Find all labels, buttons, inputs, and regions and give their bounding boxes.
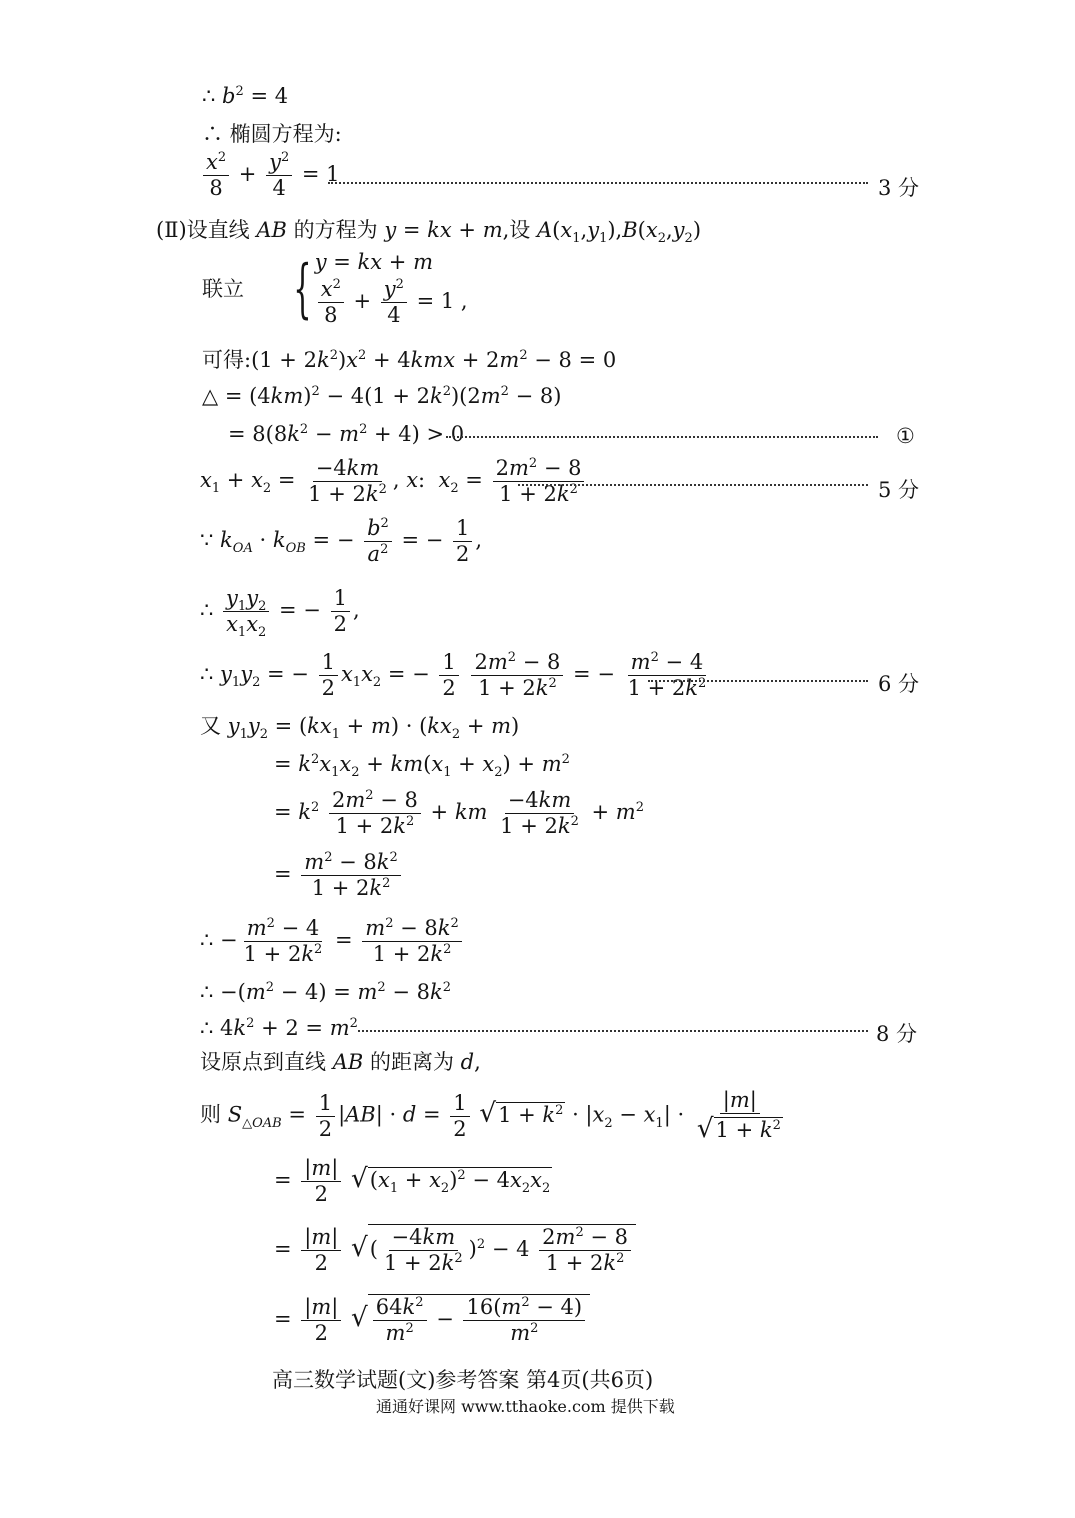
line-distance: 设原点到直线 AB 的距离为 d, — [200, 1050, 481, 1074]
line-ellipse-equation: $\frac{x^2}{8}$ + $\frac{y^2}{4}$ = 1 — [200, 152, 340, 199]
line-b-squared: ∴ $b^2 = 4$ — [202, 84, 289, 108]
score-3: 3 分 — [878, 176, 920, 200]
line-expand-1: 又 $y_1y_2 = (kx_1 + m) \cdot (kx_2 + m)$ — [200, 714, 520, 743]
leader-dots — [518, 484, 868, 486]
line-discriminant: △ = $(4km)^2 - 4(1 + 2k^2)(2m^2 - 8)$ — [202, 384, 562, 408]
line-area-1: 则 $S_{\triangle OAB}$ = $\frac{1}{2}$ |AB| · d = $\frac{1}{2}$ $√1 + k^2 \cdot |x_2 - x_1|$ · $\frac{|m|}{√1 + k^2}$ — [200, 1088, 781, 1144]
line-y1y2: ∴ $y_1y_2$ = − $\frac{1}{2}$ $x_1x_2$ = − $\frac{1}{2}$ $\frac{2m^2 - 8}{1 + 2k^2}$ = − $\frac{m^2 - 4}{1 + 2k^2}$ — [200, 650, 707, 700]
line-vieta: $x_1 + x_2$ = $\frac{-4km}{1 + 2k^2}$ , x: $x_2$ = $\frac{2m^2 - 8}{1 + 2k^2}$ — [200, 458, 587, 505]
line-discriminant-2: = $8(8k^2 - m^2 + 4) > 0$ — [228, 422, 465, 446]
line-equate: ∴ − $\frac{m^2 - 4}{1 + 2k^2}$ = $\frac{m^2 - 8k^2}{1 + 2k^2}$ — [200, 918, 465, 965]
score-8: 8 分 — [876, 1022, 918, 1046]
score-5: 5 分 — [878, 478, 920, 502]
line-result: ∴ $4k^2 + 2 = m^2$ — [200, 1016, 358, 1040]
line-part2: (Ⅱ)设直线 AB 的方程为 y = kx + m,设 $A(x_1,y_1),B(x_2,y_2)$ — [156, 218, 702, 247]
score-6: 6 分 — [878, 672, 920, 696]
line-expand-3: = $k^2$ $\frac{2m^2 - 8}{1 + 2k^2}$ + km $\frac{-4km}{1 + 2k^2}$ + $m^2$ — [274, 788, 644, 838]
line-area-4: = $\frac{|m|}{2}$ √ $\frac{64k^2}{m^2}$ − $\frac{16(m^2 - 4)}{m^2}$ — [274, 1294, 590, 1344]
download-credit: 通通好课网 www.tthaoke.com 提供下载 — [376, 1397, 675, 1416]
line-area-3: = $\frac{|m|}{2}$ √( $\frac{-4km}{1 + 2k^2}$ )$^2$ − 4 $\frac{2m^2 - 8}{1 + 2k^2}$ — [274, 1224, 636, 1274]
line-ellipse-label: ∴ 椭圆方程为: — [202, 122, 342, 146]
line-system: 联立 { y = kx + m $\frac{x^2}{8}$ + $\frac{y^2}{4}$ = 1 , — [202, 250, 468, 327]
line-ratio: ∴ $\frac{y_1y_2}{x_1x_2}$ = − $\frac{1}{2}$ , — [200, 586, 360, 641]
mark-circle-1: ① — [896, 424, 915, 448]
leader-dots — [358, 1030, 868, 1032]
line-expand-2: = $k^2x_1x_2 + km(x_1 + x_2) + m^2$ — [274, 752, 570, 781]
leader-dots — [446, 436, 878, 438]
line-quadratic: 可得:(1 + $2k^2)x^2 + 4kmx + 2m^2 - 8 = 0$ — [202, 348, 617, 372]
line-area-2: = $\frac{|m|}{2}$ $√(x_1 + x_2)^2 - 4x_2x_2$ — [274, 1156, 551, 1206]
page-footer: 高三数学试题(文)参考答案 第4页(共6页) — [272, 1368, 654, 1392]
line-simplify: ∴ $-(m^2 - 4) = m^2 - 8k^2$ — [200, 980, 452, 1004]
leader-dots — [328, 182, 868, 184]
line-expand-4: = $\frac{m^2 - 8k^2}{1 + 2k^2}$ — [274, 852, 404, 899]
leader-dots — [648, 680, 868, 682]
line-slope-product: ∵ $k_{OA} \cdot k_{OB}$ = − $\frac{b^2}{a^2}$ = − $\frac{1}{2}$ , — [200, 516, 483, 566]
